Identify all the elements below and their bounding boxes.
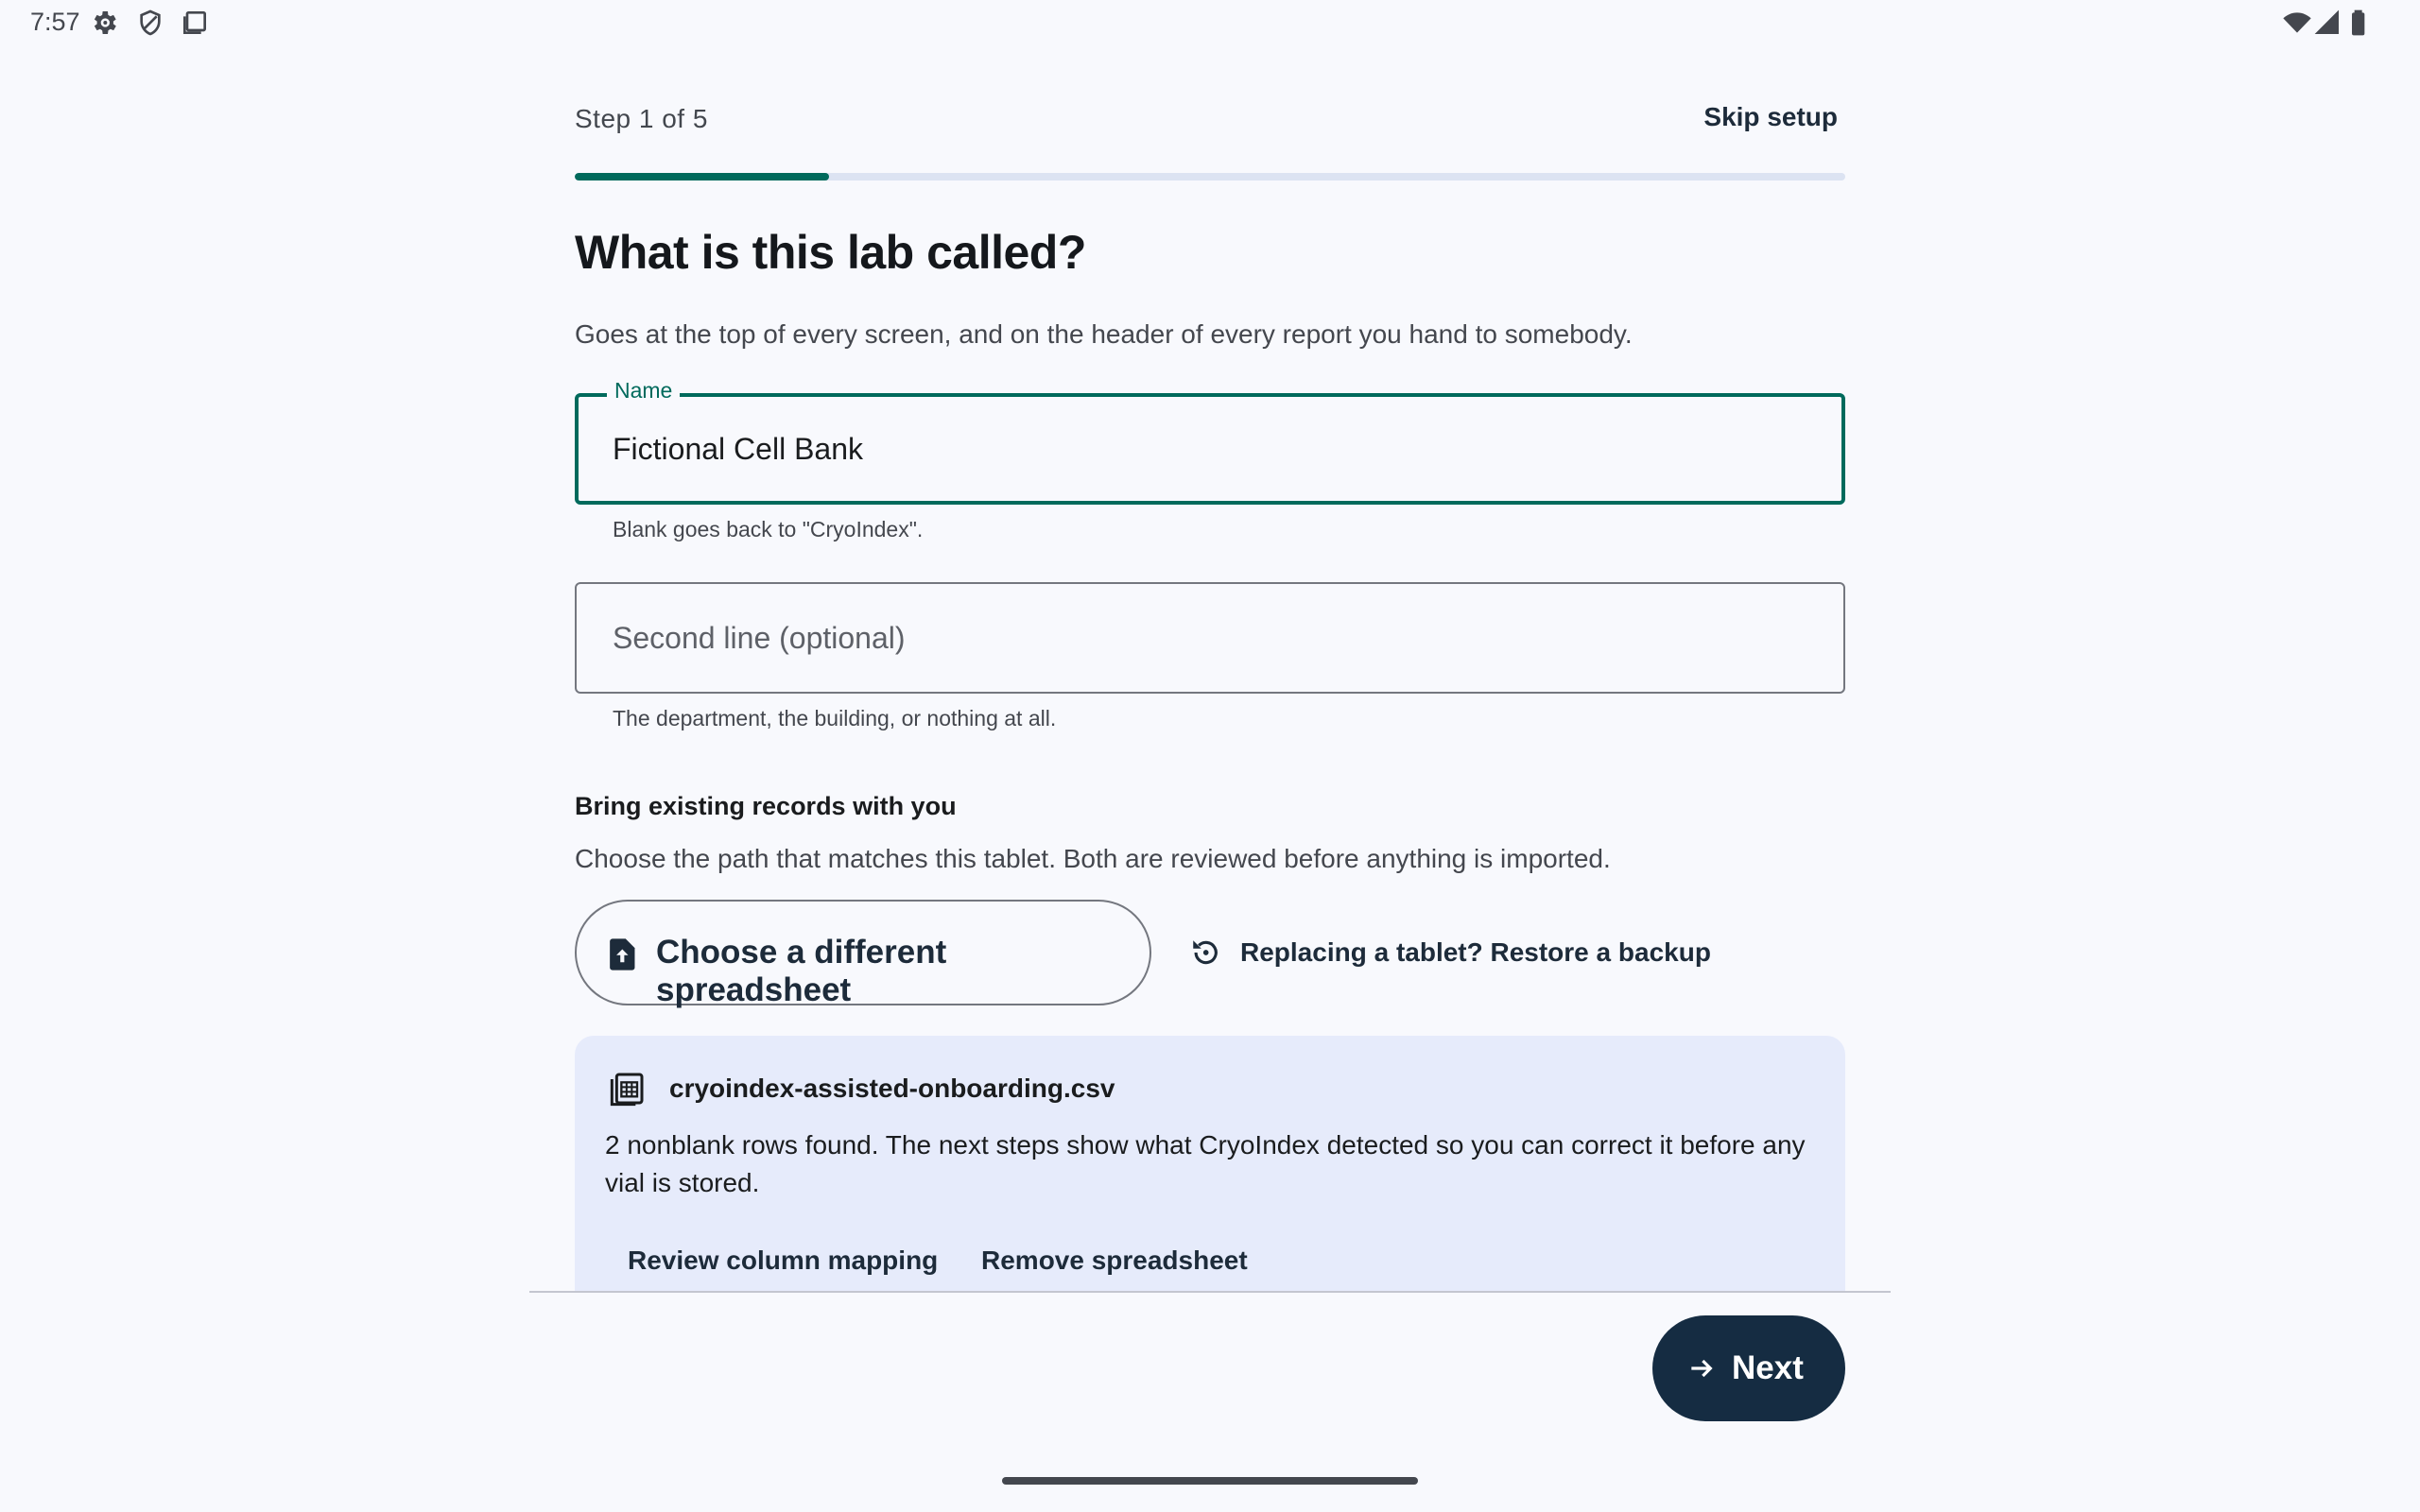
spreadsheet-icon — [609, 1070, 647, 1108]
restore-backup-label: Replacing a tablet? Restore a backup — [1240, 937, 1711, 967]
step-indicator: Step 1 of 5 — [575, 104, 708, 133]
settings-icon — [89, 8, 119, 38]
progress-fill — [575, 173, 829, 180]
choose-spreadsheet-label: Choose a different spreadsheet — [656, 934, 947, 1008]
name-field-label: Name — [607, 378, 680, 404]
second-line-input[interactable] — [613, 584, 1804, 692]
progress-bar — [575, 173, 1845, 180]
name-field[interactable] — [575, 378, 1845, 505]
status-time: 7:57 — [30, 8, 80, 36]
restore-backup-button[interactable] — [1189, 924, 1711, 981]
name-helper-text: Blank goes back to "CryoIndex". — [613, 517, 924, 541]
arrow-right-icon — [1686, 1353, 1717, 1383]
shield-icon — [135, 8, 165, 38]
spreadsheet-card — [575, 1036, 1845, 1291]
remove-spreadsheet-button[interactable]: Remove spreadsheet — [981, 1246, 1248, 1275]
next-button[interactable] — [1652, 1315, 1845, 1421]
next-button-label: Next — [1732, 1349, 1804, 1386]
wifi-icon — [2282, 8, 2312, 38]
battery-icon — [2344, 8, 2375, 38]
spreadsheet-summary: 2 nonblank rows found. The next steps show what CryoIndex detected so you can correct it before any vial is stored. — [605, 1130, 1806, 1197]
skip-setup-button[interactable]: Skip setup — [1703, 102, 1838, 131]
restore-icon — [1189, 936, 1221, 969]
name-input[interactable] — [613, 397, 1804, 501]
import-section-title: Bring existing records with you — [575, 792, 957, 820]
import-section-description: Choose the path that matches this tablet. Both are reviewed before anything is imported. — [575, 844, 1611, 873]
choose-spreadsheet-button[interactable] — [575, 900, 1151, 1008]
bottom-divider — [529, 1291, 1891, 1293]
second-line-field[interactable] — [575, 582, 1845, 694]
page-title: What is this lab called? — [575, 226, 1086, 279]
file-upload-icon — [607, 937, 639, 971]
spreadsheet-filename: cryoindex-assisted-onboarding.csv — [669, 1074, 1115, 1103]
second-line-helper-text: The department, the building, or nothing at all. — [613, 706, 1057, 730]
status-bar — [0, 0, 2420, 45]
screenshot-icon — [180, 8, 210, 38]
review-column-mapping-button[interactable]: Review column mapping — [628, 1246, 939, 1275]
cell-signal-icon — [2312, 8, 2342, 38]
page-subtitle: Goes at the top of every screen, and on the header of every report you hand to somebody. — [575, 319, 1633, 349]
navigation-handle[interactable] — [1002, 1477, 1418, 1485]
